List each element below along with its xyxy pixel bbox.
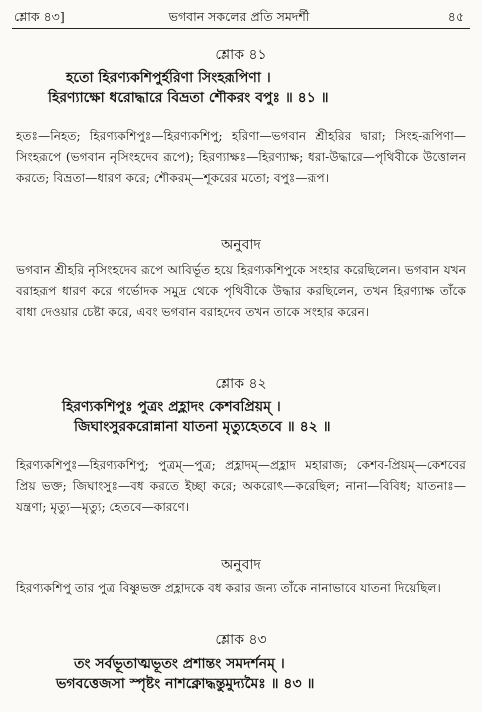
verse-43-line-2: ভগবত্তেজসা স্পৃষ্টং নাশক্নোদ্ধন্তুমুদ্যমৈঃ ॥ ৪৩ ॥	[56, 676, 315, 692]
verse-41-heading: শ্লোক ৪১	[215, 47, 267, 63]
header-page-number: ৪৫	[447, 9, 464, 24]
verse-42-synonyms: হিরণ্যকশিপুঃ—হিরণ্যকশিপু; পুত্রম্—পুত্র; প্রহ্লাদম্—প্রহ্লাদ মহারাজ; কেশব-প্রিয়ম্—কেশবের প্রিয় ভক্ত; জিঘাংসুঃ—বধ করতে ইচ্ছা করে; অকরোৎ—করেছিল; নানা—বিবিধ; যাতনাঃ—যন্ত্রণা; মৃত্যু—মৃত্যু; হেতবে—কারণে।	[16, 458, 466, 514]
verse-43-line-1: তং সর্বভূতাত্মভূতং প্রশান্তং সমদর্শনম্ ।	[74, 656, 285, 672]
verse-42-heading: শ্লোক ৪২	[215, 376, 267, 392]
verse-41-synonyms: হতঃ—নিহত; হিরণ্যকশিপুঃ—হিরণ্যকশিপু; হরিণা—ভগবান শ্রীহরির দ্বারা; সিংহ-রূপিণা—সিংহরূপে (ভগবান নৃসিংহদেব রূপে); হিরণ্যাক্ষঃ—হিরণ্যাক্ষ; ধরা-উদ্ধারে—পৃথিবীকে উত্তোলন করতে; বিভ্রতা—ধারণ করে; শৌকরম্—শূকরের মতো; বপুঃ—রূপ।	[16, 129, 466, 185]
verse-42-translation-heading: অনুবাদ	[221, 557, 261, 573]
verse-42-line-2: জিঘাংসুরকরোন্নানা যাতনা মৃত্যুহেতবে ॥ ৪২ ॥	[74, 419, 331, 435]
verse-42-line-1: হিরণ্যকশিপুঃ পুত্রং প্রহ্লাদং কেশবপ্রিয়ম্ ।	[62, 399, 281, 415]
header-rule	[12, 28, 470, 29]
verse-41-text	[0, 68, 482, 108]
running-header	[14, 8, 464, 26]
verse-41-line-1: হতো হিরণ্যকশিপুর্হরিণা সিংহরূপিণা ।	[66, 70, 271, 86]
verse-43-heading: শ্লোক ৪৩	[215, 632, 267, 648]
verse-41-translation: ভগবান শ্রীহরি নৃসিংহদেব রূপে আবির্ভূত হয়ে হিরণ্যকশিপুকে সংহার করেছিলেন। ভগবান যখন বরাহরূপ ধারণ করে গর্ভোদক সমুদ্র থেকে পৃথিবীকে উদ্ধার করছিলেন, তখন হিরণ্যাক্ষ তাঁকে বাধা দেওয়ার চেষ্টা করে, এবং ভগবান বরাহদেব তখন তাকে সংহার করেন।	[16, 263, 466, 319]
header-chapter-title: ভগবান সকলের প্রতি সমদর্শী	[168, 9, 310, 24]
verse-43-text	[0, 654, 482, 694]
verse-42-translation: হিরণ্যকশিপু তার পুত্র বিষ্ণুভক্ত প্রহ্লাদকে বধ করার জন্য তাঁকে নানাভাবে যাতনা দিয়েছিল।	[16, 581, 441, 595]
header-verse-ref: শ্লোক ৪৩]	[14, 9, 65, 24]
verse-42-text	[0, 397, 482, 437]
verse-41-line-2: হিরণ্যাক্ষো ধরোদ্ধারে বিভ্রতা শৌকরং বপুঃ ॥ ৪১ ॥	[48, 90, 329, 106]
verse-41-translation-heading: অনুবাদ	[221, 237, 261, 253]
